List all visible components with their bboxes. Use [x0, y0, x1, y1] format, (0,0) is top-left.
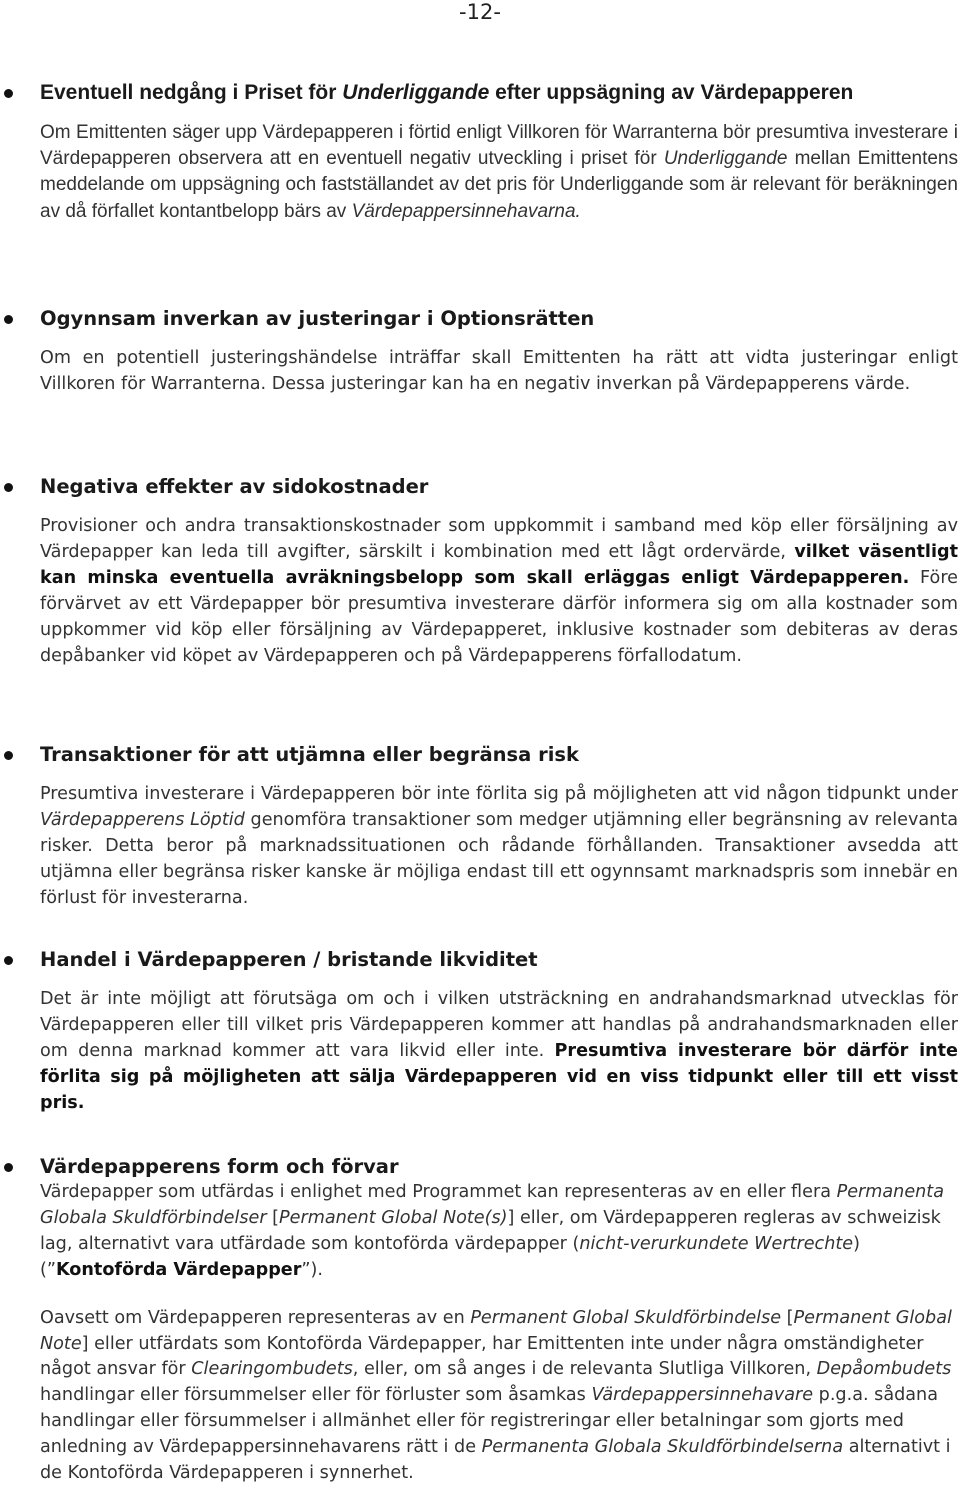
section-heading: Eventuell nedgång i Priset för Underliggande efter uppsägning av Värdepapperen	[40, 80, 958, 106]
page-number: -12-	[459, 0, 501, 24]
section-paragraph: Om Emittenten säger upp Värdepapperen i förtid enligt Villkoren för Warranterna bör presumtiva investerare i Värdepapperen observera att en eventuell negativ utveckling i priset för Underliggande mellan Emittentens meddelande om uppsägning och fastställandet av det pris för Underliggande som är relevant för beräkningen av då förfallet kontantbelopp bärs av Värdepappersinnehavarna.	[40, 122, 958, 222]
section-underlying-price-decline	[0, 80, 960, 225]
section-paragraph: Om en potentiell justeringshändelse inträffar skall Emittenten ha rätt att vidta justeringar enligt Villkoren för Warranterna. Dessa justeringar kan ha en negativ inverkan på Värdepapperens värde.	[40, 348, 958, 394]
section-paragraph: Värdepapper som utfärdas i enlighet med Programmet kan representeras av en eller flera Permanenta Globala Skuldförbindelser [Permanent Global Note(s)] eller, om Värdepapperen regleras av schweizisk lag, alternativt vara utfärdade som kontoförda värdepapper (nicht-verurkundete Wertrechte) (”Kontoförda Värdepapper”).	[40, 1182, 944, 1280]
bullet-icon	[4, 315, 13, 324]
section-paragraph: Provisioner och andra transaktionskostnader som uppkommit i samband med köp eller försäljning av Värdepapper kan leda till avgifter, särskilt i kombination med ett lågt ordervärde, vilket väsentligt kan minska eventuella avräkningsbelopp som skall erläggas enligt Värdepapperen. Före förvärvet av ett Värdepapper bör presumtiva investerare därför informera sig om alla kostnader som uppkommer vid köp eller försäljning av Värdepapperet, inklusive kostnader som debiteras av deras depåbanker vid köpet av Värdepapperen och på Värdepapperens förfallodatum.	[40, 516, 958, 666]
bullet-icon	[4, 89, 13, 98]
section-heading: Transaktioner för att utjämna eller begränsa risk	[40, 742, 958, 768]
section-securities-form	[0, 1154, 960, 1487]
section-heading: Värdepapperens form och förvar	[40, 1154, 958, 1180]
bullet-icon	[4, 483, 13, 492]
section-side-costs	[0, 474, 960, 669]
section-heading: Ogynnsam inverkan av justeringar i Optionsrätten	[40, 306, 958, 332]
bullet-icon	[4, 751, 13, 760]
section-heading: Negativa effekter av sidokostnader	[40, 474, 958, 500]
section-paragraph: Presumtiva investerare i Värdepapperen bör inte förlita sig på möjligheten att vid någon tidpunkt under Värdepapperens Löptid genomföra transaktioner som medger utjämning eller begränsning av relevanta risker. Detta beror på marknadssituationen och rådande förhållanden. Transaktioner avsedda att utjämna eller begränsa risker kanske är möjliga endast till ett ogynnsamt marknadspris som innebär en förlust för investerarna.	[40, 784, 958, 908]
section-paragraph: Det är inte möjligt att förutsäga om och i vilken utsträckning en andrahandsmarknad utvecklas för Värdepapperen eller till vilket pris Värdepapperen kommer att handlas på andrahandsmarknaden eller om denna marknad kommer att vara likvid eller inte. Presumtiva investerare bör därför inte förlita sig på möjligheten att sälja Värdepapperen vid en viss tidpunkt eller till ett visst pris.	[40, 989, 958, 1113]
section-heading: Handel i Värdepapperen / bristande likviditet	[40, 947, 958, 973]
section-trading-liquidity	[0, 947, 960, 1117]
bullet-icon	[4, 956, 13, 965]
section-paragraph: Oavsett om Värdepapperen representeras av en Permanent Global Skuldförbindelse [Permanent Global Note] eller utfärdats som Kontoförda Värdepapper, har Emittenten inte under några omständigheter något ansvar för Clearingombudets, eller, om så anges i de relevanta Slutliga Villkoren, Depåombudets handlingar eller försummelser eller för förluster som åsamkas Värdepappersinnehavare p.g.a. sådana handlingar eller försummelser i allmänhet eller för registreringar eller betalningar som gjorts med anledning av Värdepappersinnehavarens rätt i de Permanenta Globala Skuldförbindelserna alternativt i de Kontoförda Värdepapperen i synnerhet.	[40, 1307, 952, 1484]
bullet-icon	[4, 1163, 13, 1172]
section-option-adjustments	[0, 306, 960, 398]
section-risk-hedging	[0, 742, 960, 912]
